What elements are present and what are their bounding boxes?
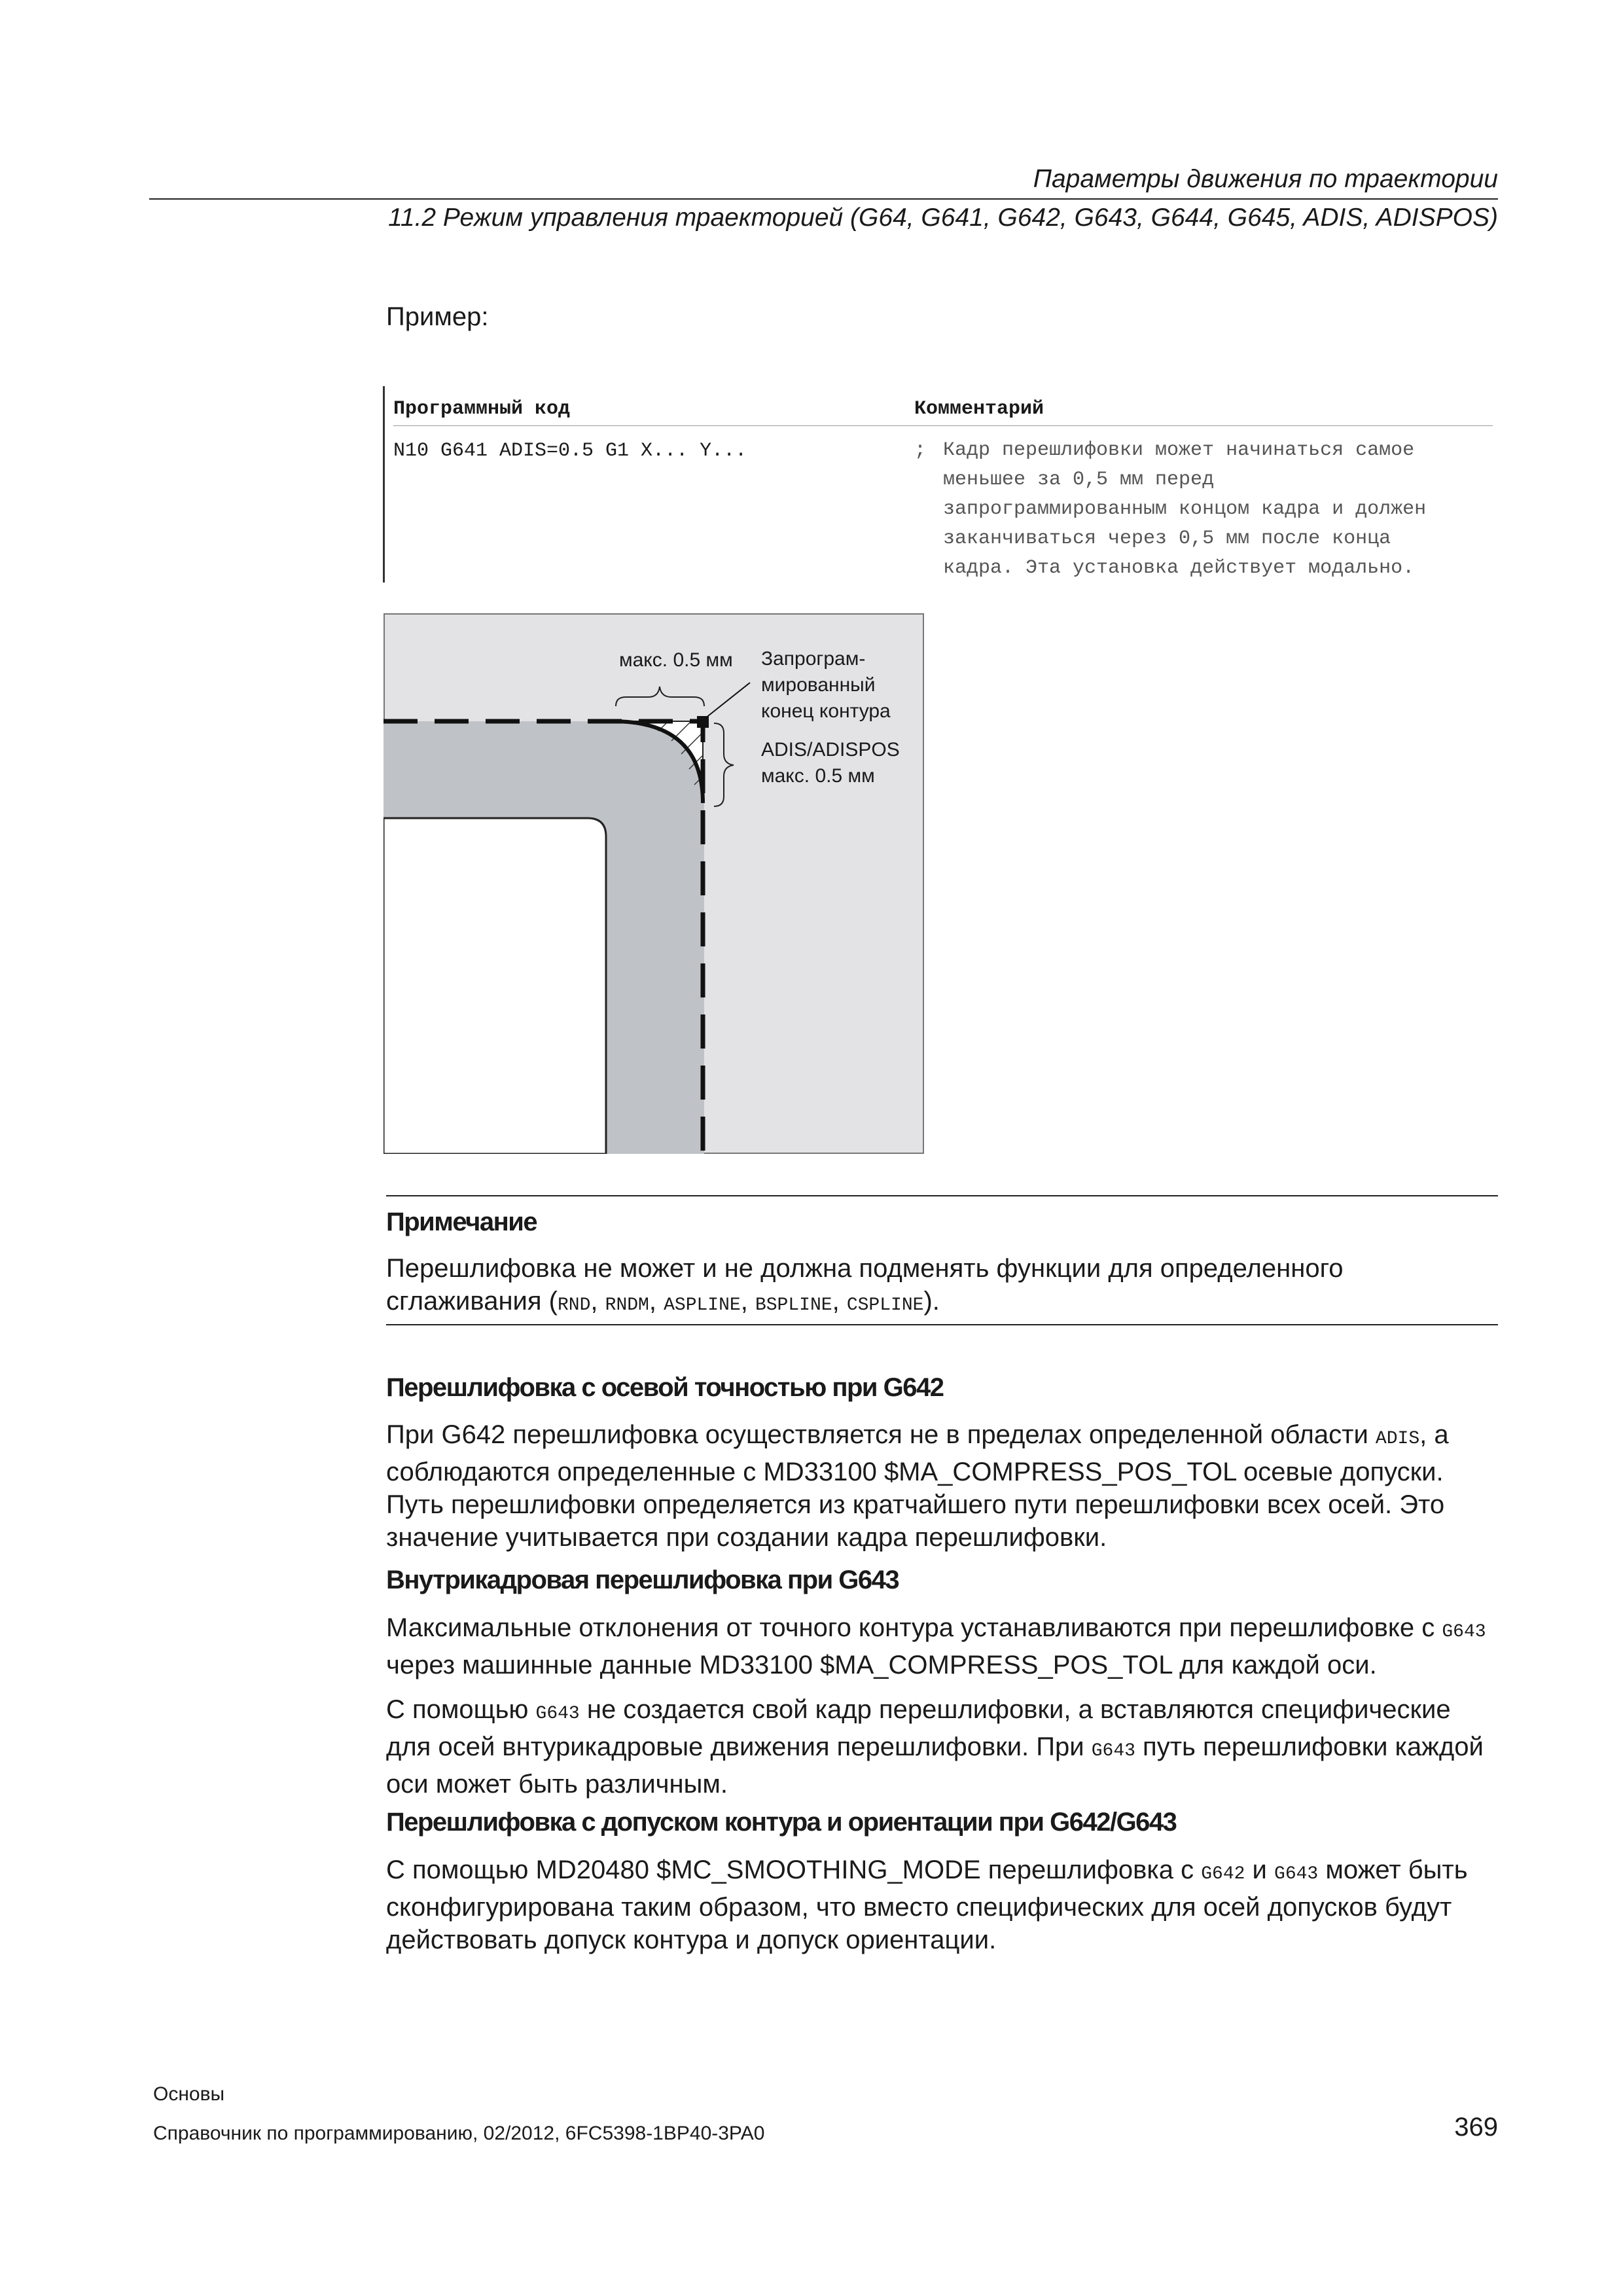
section-title: 11.2 Режим управления траекторией (G64, G641, G642, G643, G644, G645, ADIS, ADISPOS) bbox=[388, 204, 1498, 232]
paragraph-smoothing-mode bbox=[386, 1854, 1499, 1956]
text-span: С помощью bbox=[386, 1695, 536, 1724]
note-bottom-rule bbox=[386, 1324, 1498, 1325]
text-span: может быть сконфигурирована таким образом, что вместо специфических для осей допусков будут действовать допуск контура и допуск ориентации. bbox=[386, 1856, 1468, 1954]
code-table bbox=[383, 386, 1495, 583]
text-span: через машинные данные MD33100 $MA_COMPRESS_POS_TOL для каждой оси. bbox=[386, 1651, 1377, 1679]
comment-line: меньшее за 0,5 мм перед bbox=[943, 469, 1215, 491]
inner-region bbox=[383, 818, 606, 1154]
comment-prefix: ; bbox=[914, 439, 927, 461]
note-title: Примечание bbox=[386, 1208, 537, 1236]
text-span: , а соблюдаются определенные с MD33100 $MA_COMPRESS_POS_TOL осевые допуски. Путь перешлифовки определяется из кратчайшего пути перешлифовки всех осей. Это значение учитывается при создании кадра перешлифовки. bbox=[386, 1420, 1449, 1552]
label-line: мированный bbox=[761, 674, 876, 696]
note-text-span: ). bbox=[923, 1287, 940, 1316]
note-text bbox=[386, 1252, 1499, 1322]
section-heading-g642-g643: Перешлифовка с допуском контура и ориентации при G642/G643 bbox=[386, 1808, 1177, 1837]
separator: , bbox=[740, 1287, 755, 1316]
footer-subtitle: Справочник по программированию, 02/2012, 6FC5398-1BP40-3PA0 bbox=[153, 2123, 765, 2144]
comment-line: запрограммированным концом кадра и должен bbox=[943, 498, 1427, 520]
code-cspline: CSPLINE bbox=[846, 1295, 924, 1316]
separator: , bbox=[590, 1287, 605, 1316]
label-adis bbox=[761, 737, 900, 789]
code-table-left-border bbox=[383, 386, 385, 583]
code-g643: G643 bbox=[1091, 1741, 1135, 1761]
label-max-top: макс. 0.5 мм bbox=[619, 649, 733, 671]
text-span: С помощью MD20480 $MC_SMOOTHING_MODE перешлифовка с bbox=[386, 1856, 1202, 1884]
separator: , bbox=[649, 1287, 664, 1316]
note-top-rule bbox=[386, 1195, 1498, 1196]
label-line: макс. 0.5 мм bbox=[761, 765, 875, 787]
section-heading-g643: Внутрикадровая перешлифовка при G643 bbox=[386, 1566, 899, 1594]
programmed-end-marker bbox=[697, 716, 709, 728]
comment-column-header: Комментарий bbox=[914, 398, 1044, 420]
footer-title: Основы bbox=[153, 2083, 225, 2105]
note-line bbox=[386, 1285, 1499, 1322]
text-span: не создается свой кадр перешлифовки, а вставляются специфические для осей внтурикадровые движения перешлифовки. При bbox=[386, 1695, 1451, 1761]
comment-line: заканчиваться через 0,5 мм после конца bbox=[943, 528, 1391, 550]
code-bspline: BSPLINE bbox=[755, 1295, 832, 1316]
code-g643: G643 bbox=[1274, 1864, 1319, 1884]
paragraph-g643-2 bbox=[386, 1693, 1499, 1801]
code-g643: G643 bbox=[535, 1704, 580, 1724]
label-line: конец контура bbox=[761, 700, 891, 722]
code-g643: G643 bbox=[1442, 1622, 1486, 1642]
code-column-header: Программный код bbox=[393, 398, 571, 420]
comment-block bbox=[943, 436, 1426, 583]
code-aspline: ASPLINE bbox=[664, 1295, 741, 1316]
header-divider bbox=[149, 198, 1498, 200]
note-line: Перешлифовка не может и не должна подменять функции для определенного bbox=[386, 1254, 1344, 1283]
code-g642: G642 bbox=[1201, 1864, 1245, 1884]
text-span: При G642 перешлифовка осуществляется не в пределах определенной области bbox=[386, 1420, 1376, 1449]
example-label: Пример: bbox=[386, 302, 489, 331]
code-rnd: RND bbox=[557, 1295, 591, 1316]
code-adis: ADIS bbox=[1375, 1429, 1420, 1449]
section-heading-g642: Перешлифовка с осевой точностью при G642 bbox=[386, 1373, 944, 1402]
separator: , bbox=[832, 1287, 847, 1316]
label-programmed-end bbox=[761, 646, 891, 725]
code-line: N10 G641 ADIS=0.5 G1 X... Y... bbox=[393, 440, 747, 462]
paragraph-g642 bbox=[386, 1418, 1499, 1554]
page-number: 369 bbox=[1454, 2113, 1498, 2142]
comment-line: кадра. Эта установка действует модально. bbox=[943, 557, 1415, 579]
code-table-header-divider bbox=[393, 425, 1493, 426]
code-rndm: RNDM bbox=[605, 1295, 649, 1316]
text-span: путь перешлифовки каждой оси может быть различным. bbox=[386, 1732, 1484, 1799]
text-span: и bbox=[1245, 1856, 1275, 1884]
comment-line: Кадр перешлифовки может начинаться самое bbox=[943, 439, 1415, 461]
paragraph-g643-1 bbox=[386, 1611, 1499, 1681]
chapter-title: Параметры движения по траектории bbox=[1033, 165, 1498, 193]
label-line: ADIS/ADISPOS bbox=[761, 739, 900, 761]
label-line: Запрограм- bbox=[761, 648, 866, 670]
text-span: Максимальные отклонения от точного контура устанавливаются при перешлифовке с bbox=[386, 1613, 1442, 1642]
note-text-span: сглаживания ( bbox=[386, 1287, 558, 1316]
